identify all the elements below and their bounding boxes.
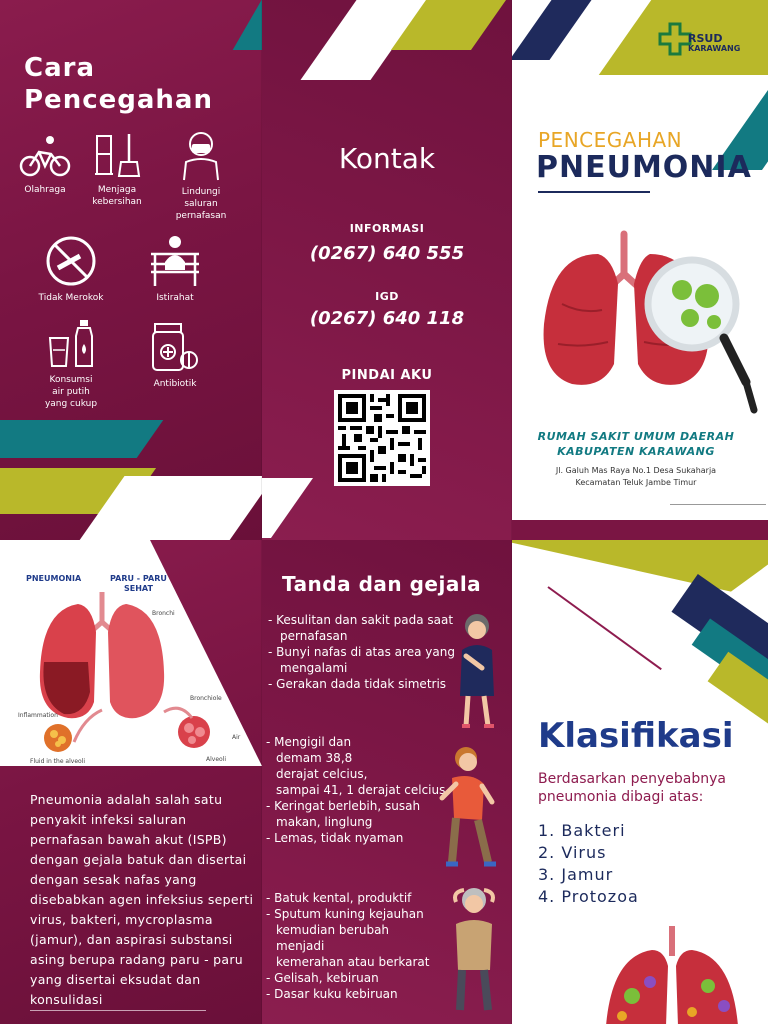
symptom-line: menjadi xyxy=(276,939,325,953)
klasifikasi-subtitle-2: pneumonia dibagi atas: xyxy=(538,789,704,805)
item-tidak-merokok-label: Tidak Merokok xyxy=(38,293,104,303)
klasifikasi-list xyxy=(538,820,639,908)
symptom-line: - Lemas, tidak nyaman xyxy=(266,831,404,845)
klasifikasi-subtitle-1: Berdasarkan penyebabnya xyxy=(538,771,726,787)
address-underline xyxy=(670,504,766,505)
item-antibiotik-label: Antibiotik xyxy=(153,379,197,389)
symptom-line: pernafasan xyxy=(280,629,348,643)
klasifikasi-item: 1. Bakteri xyxy=(538,821,626,840)
white-bottom-stripe xyxy=(262,478,313,538)
klasifikasi-item: 3. Jamur xyxy=(538,865,614,884)
item-air-putih xyxy=(26,318,116,410)
item-antibiotik xyxy=(130,322,220,390)
label-healthy-line1: PARU - PARU xyxy=(110,574,167,583)
klasifikasi-item: 4. Protozoa xyxy=(538,887,639,906)
symptom-line: - Keringat berlebih, susah xyxy=(266,799,421,813)
teal-corner-stripe xyxy=(233,0,262,50)
qr-code[interactable] xyxy=(334,390,430,486)
hospital-name-line1: RUMAH SAKIT UMUM DAERAH xyxy=(537,430,735,443)
no-smoking-icon xyxy=(44,234,98,288)
symptom-line: - Kesulitan dan sakit pada saat xyxy=(268,613,454,627)
elderly-man-cough-illustration xyxy=(444,884,504,1014)
panel-kontak xyxy=(262,0,512,540)
item-tidak-merokok xyxy=(26,234,116,304)
label-air: Air xyxy=(232,734,241,741)
kontak-title: Kontak xyxy=(338,142,436,175)
panel-cara-pencegahan xyxy=(0,0,262,540)
infected-lungs-illustration xyxy=(592,926,762,1024)
info-phone[interactable]: (0267) 640 555 xyxy=(309,243,465,264)
cover-title-main: PNEUMONIA xyxy=(536,150,752,185)
teal-stripe xyxy=(0,420,163,458)
pill-bottle-icon xyxy=(147,322,203,374)
igd-phone[interactable]: (0267) 640 118 xyxy=(309,308,465,329)
hospital-name-line2: KABUPATEN KARAWANG xyxy=(557,445,715,458)
item-istirahat-label: Istirahat xyxy=(156,293,194,303)
label-bronchi: Bronchi xyxy=(152,610,175,617)
cover-title-top: PENCEGAHAN xyxy=(538,128,683,152)
lungs-magnifier-illustration xyxy=(532,214,762,424)
symptom-line: - Gerakan dada tidak simetris xyxy=(268,677,447,691)
label-healthy-line2: SEHAT xyxy=(124,584,153,593)
label-fluid: Fluid in the alveoli xyxy=(30,758,86,765)
mask-person-icon xyxy=(176,128,226,182)
klasifikasi-item: 2. Virus xyxy=(538,843,607,862)
klasifikasi-title: Klasifikasi xyxy=(538,716,734,756)
fold-line-vertical-2 xyxy=(511,0,512,1024)
cara-title xyxy=(24,52,213,116)
symptom-line: demam 38,8 xyxy=(276,751,353,765)
bench-rest-icon xyxy=(147,234,203,288)
lung-comparison-diagram xyxy=(14,592,227,763)
address-line2: Kecamatan Teluk Jambe Timur xyxy=(575,478,697,487)
symptom-line: sampai 41, 1 derajat celcius xyxy=(276,783,446,797)
description-underline xyxy=(30,1010,206,1011)
gejala-title: Tanda dan gejala xyxy=(282,572,482,596)
logo-line2: KARAWANG xyxy=(688,44,741,53)
symptom-line: derajat celcius, xyxy=(276,767,368,781)
symptom-line: - Gelisah, kebiruan xyxy=(266,971,379,985)
label-bronchiole: Bronchiole xyxy=(190,695,222,702)
qr-code-graphic xyxy=(334,390,430,486)
symptom-group-1 xyxy=(268,612,462,692)
symptom-line: makan, linglung xyxy=(276,815,373,829)
title-underline xyxy=(538,191,650,193)
maroon-thin-line xyxy=(547,586,661,670)
water-bottle-icon xyxy=(44,318,98,370)
info-label: INFORMASI xyxy=(349,222,425,235)
symptom-line: - Batuk kental, produktif xyxy=(266,891,412,905)
label-inflammation: Inflammation xyxy=(18,712,58,719)
item-saluran-label: Lindungi saluran pernafasan xyxy=(175,187,227,221)
cleaning-icon xyxy=(91,130,143,180)
igd-label: IGD xyxy=(375,290,399,303)
label-pneumonia: PNEUMONIA xyxy=(26,574,82,583)
fold-line-vertical-1 xyxy=(261,0,262,1024)
navy-corner-shape xyxy=(512,0,599,60)
item-istirahat xyxy=(130,234,220,304)
logo-line1: RSUD xyxy=(688,32,723,45)
label-alveoli: Alveoli xyxy=(206,756,227,763)
scan-label: PINDAI AKU xyxy=(341,368,433,383)
symptom-line: - Dasar kuku kebiruan xyxy=(266,987,398,1001)
item-saluran xyxy=(156,128,246,222)
woman-chest-pain-illustration xyxy=(452,610,502,730)
cara-title-line1: Cara xyxy=(24,53,95,83)
man-fever-illustration xyxy=(438,744,508,874)
panel-cover xyxy=(512,0,768,540)
medical-cross-icon xyxy=(658,22,692,56)
item-kebersihan xyxy=(72,130,162,208)
symptom-line: - Bunyi nafas di atas area yang xyxy=(268,645,455,659)
address-line1: Jl. Galuh Mas Raya No.1 Desa Sukaharja xyxy=(555,466,717,475)
panel-gejala xyxy=(262,540,512,1024)
item-olahraga-label: Olahraga xyxy=(24,185,66,195)
symptom-line: kemudian berubah xyxy=(276,923,390,937)
symptom-line: mengalami xyxy=(280,661,348,675)
item-kebersihan-label: Menjaga kebersihan xyxy=(92,185,142,207)
maroon-bottom-shape xyxy=(512,520,768,540)
item-air-putih-label: Konsumsi air putih yang cukup xyxy=(44,375,98,409)
description-paragraph: Pneumonia adalah salah satu penyakit infeksi saluran pernafasan bawah akut (ISPB) dengan gejala batuk dan disertai dengan sesak nafas yang disebabkan agen infeksius seperti virus, bakteri, mycroplasma (jamur), dan aspirasi substansi asing berupa radang paru - paru yang disertai eksudat dan konsulidasi xyxy=(30,792,254,1007)
symptom-line: - Mengigil dan xyxy=(266,735,352,749)
symptom-group-3 xyxy=(266,890,452,1002)
panel-klasifikasi xyxy=(512,540,768,1024)
symptom-line: - Sputum kuning kejauhan xyxy=(266,907,424,921)
symptom-group-2 xyxy=(266,734,452,846)
cara-title-line2: Pencegahan xyxy=(24,85,213,115)
olive-top-band xyxy=(512,540,768,592)
bicycle-icon xyxy=(19,132,71,180)
rsud-logo xyxy=(658,22,758,58)
panel-description xyxy=(0,540,262,1024)
symptom-line: kemerahan atau berkarat xyxy=(276,955,430,969)
